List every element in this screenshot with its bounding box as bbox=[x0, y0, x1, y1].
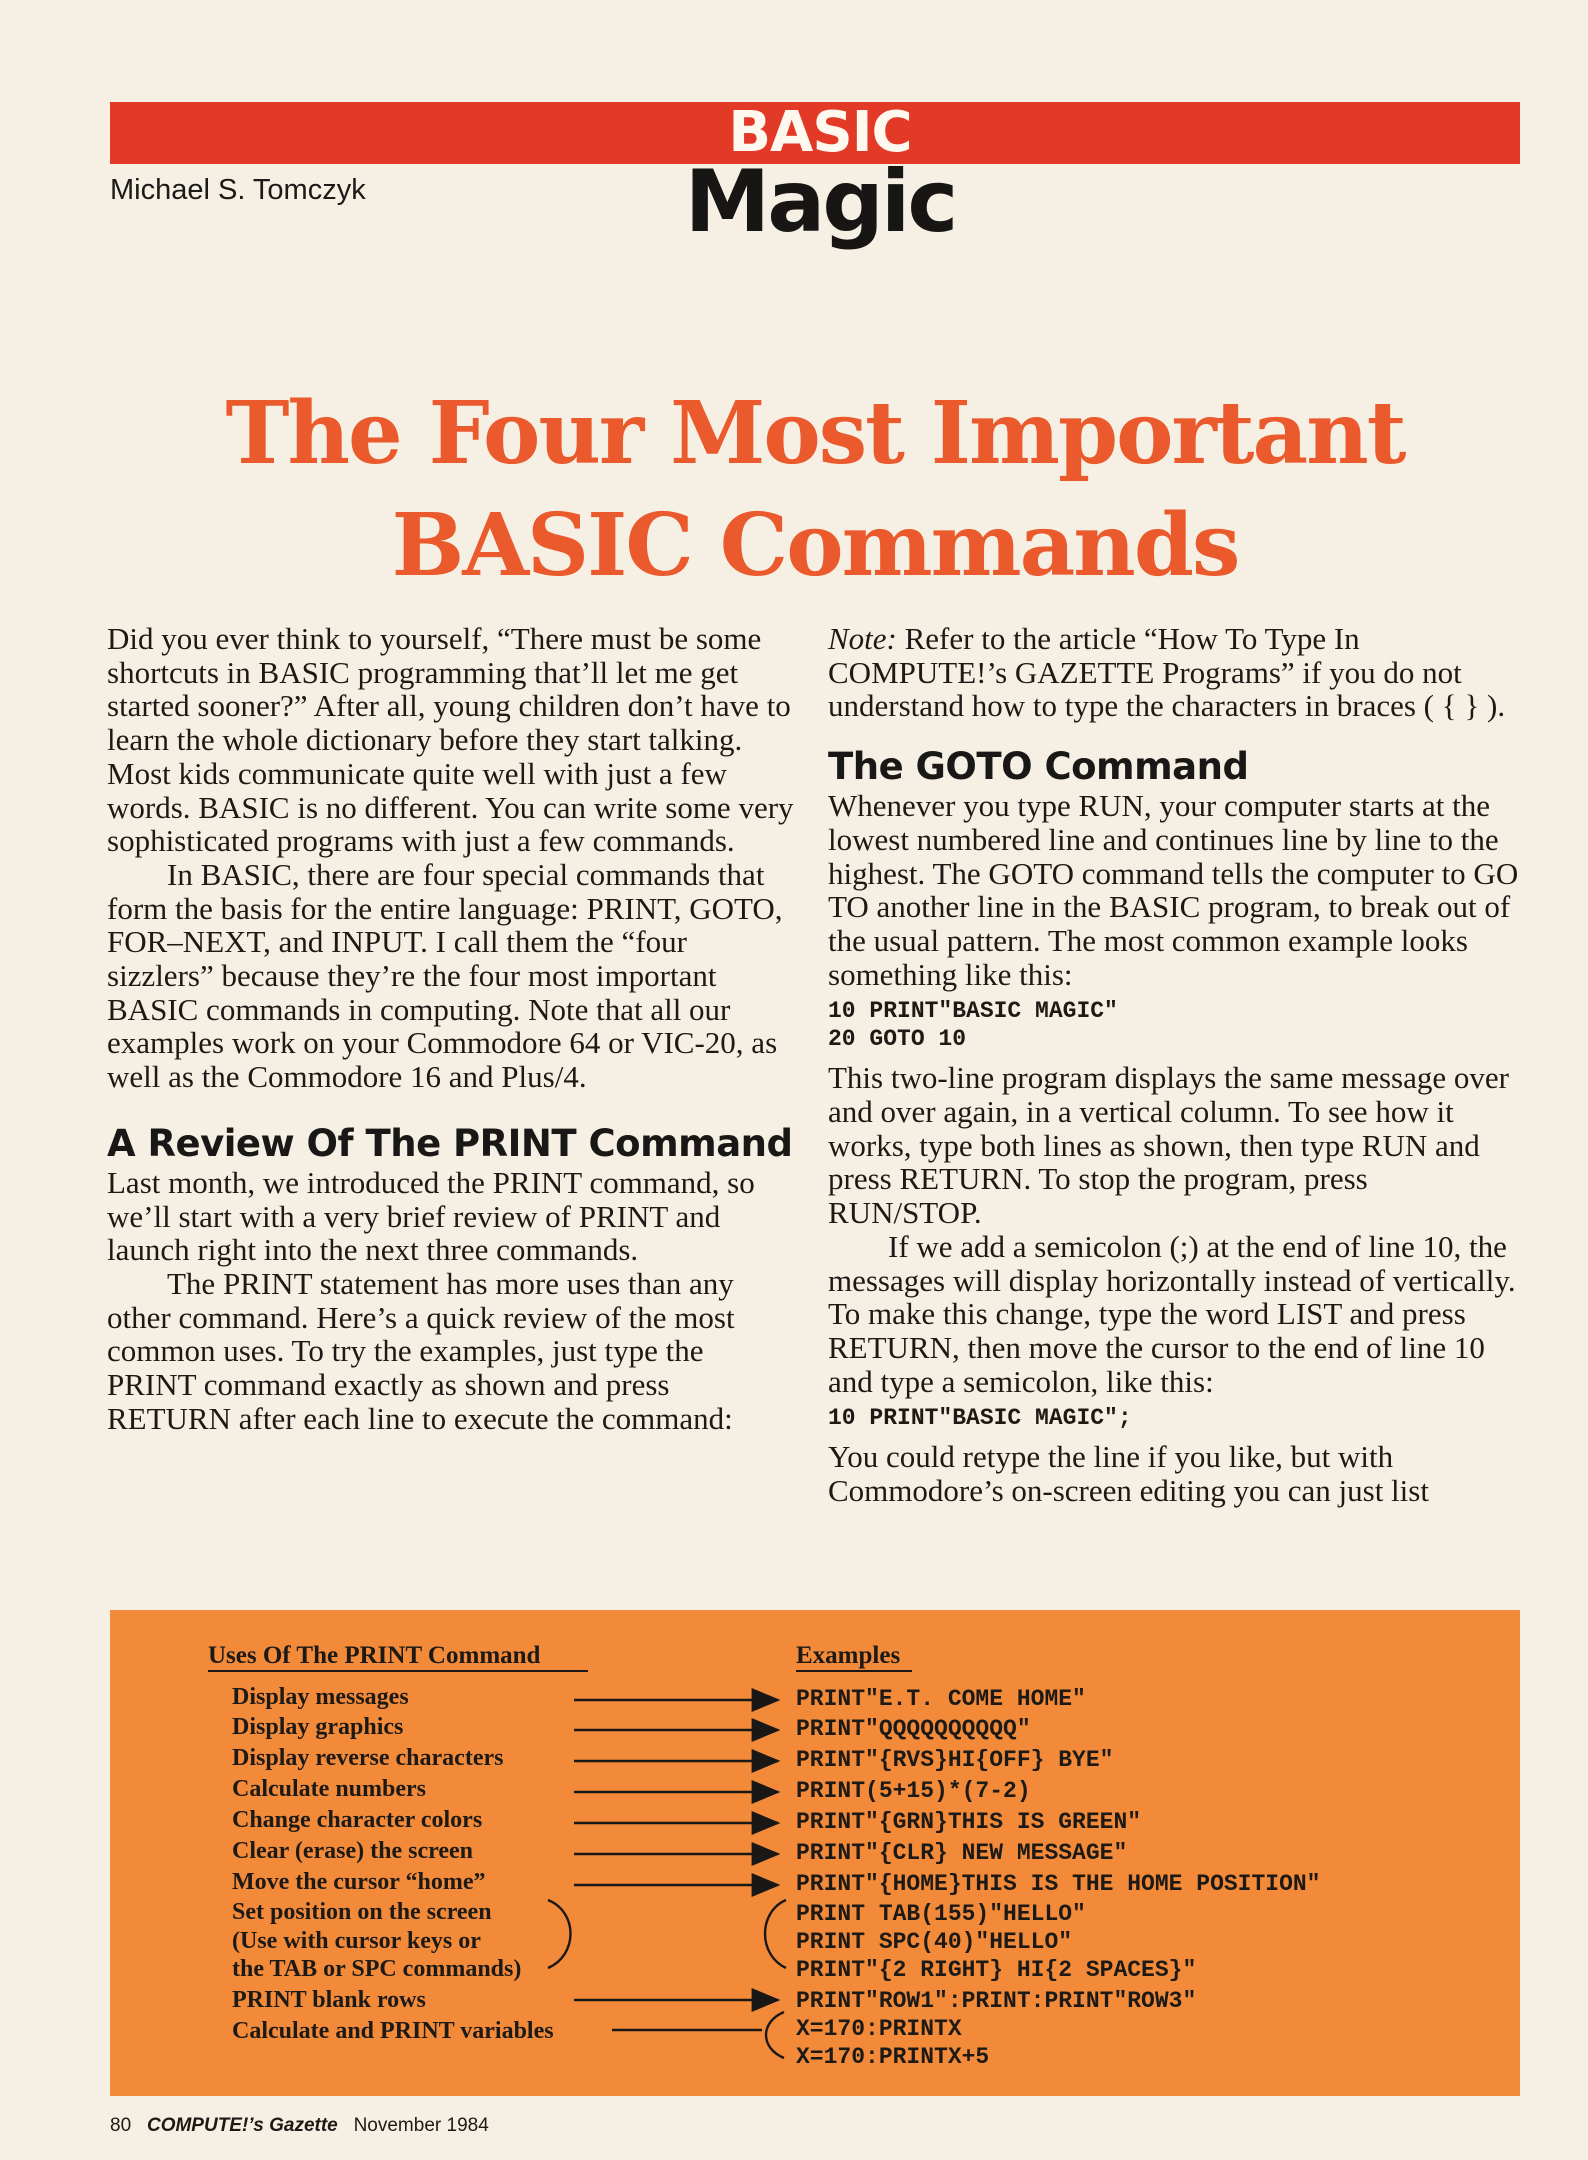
page-number: 80 bbox=[110, 2115, 132, 2136]
code-listing-semicolon: 10 PRINT"BASIC MAGIC"; bbox=[828, 1405, 1132, 1432]
use-item: Calculate and PRINT variables bbox=[232, 2018, 554, 2044]
example-code: PRINT"{GRN}THIS IS GREEN" bbox=[796, 1809, 1142, 1835]
example-code: PRINT"{CLR} NEW MESSAGE" bbox=[796, 1840, 1128, 1866]
note-label: Note: bbox=[828, 621, 897, 656]
use-item: the TAB or SPC commands) bbox=[232, 1956, 522, 1982]
use-item: Clear (erase) the screen bbox=[232, 1838, 474, 1864]
use-item: Display messages bbox=[232, 1684, 409, 1710]
use-item: (Use with cursor keys or bbox=[232, 1928, 481, 1954]
use-item: Change character colors bbox=[232, 1807, 483, 1833]
section-title: Magic bbox=[684, 152, 956, 252]
example-code: PRINT SPC(40)"HELLO" bbox=[796, 1929, 1073, 1955]
heading-review-print: A Review Of The PRINT Command bbox=[107, 1121, 793, 1165]
use-item: Set position on the screen bbox=[232, 1899, 492, 1925]
print-uses-paragraph: The PRINT statement has more uses than any other command. Here’s a quick review of the most common uses. To try the examples, just type the PRINT command exactly as shown and press RETURN after each line to execute the command: bbox=[107, 1265, 735, 1436]
title-line-2: BASIC Commands bbox=[391, 495, 1239, 596]
intro-paragraph: Did you ever think to yourself, “There must be some shortcuts in BASIC programming that’ll let me get started sooner?” After all, young children don’t have to learn the whole dictionary before they start talking. Most kids communicate quite well with just a few words. BASIC is no different. You can write some very sophisticated programs with just a few commands. bbox=[107, 621, 794, 859]
example-code: PRINT TAB(155)"HELLO" bbox=[796, 1901, 1086, 1927]
example-code: PRINT"E.T. COME HOME" bbox=[796, 1686, 1086, 1712]
goto-paragraph: Whenever you type RUN, your computer starts at the lowest numbered line and continues line by line to the highest. The GOTO command tells the computer to GO TO another line in the BASIC program, to break out of the usual pattern. The most common example looks something like this: bbox=[828, 788, 1519, 992]
example-code: PRINT"QQQQQQQQQQ" bbox=[796, 1716, 1031, 1742]
use-item: Calculate numbers bbox=[232, 1776, 426, 1802]
bracket-set-position-left bbox=[548, 1900, 571, 1968]
page-footer bbox=[110, 2115, 489, 2137]
example-code: PRINT(5+15)*(7-2) bbox=[796, 1778, 1031, 1804]
example-code: PRINT"{HOME}THIS IS THE HOME POSITION" bbox=[796, 1871, 1321, 1897]
goto-explanation-paragraph: This two-line program displays the same message over and over again, in a vertical column. To see how it works, type both lines as shown, then type RUN and press RETURN. To stop the program, press RUN/STOP. bbox=[828, 1060, 1509, 1231]
note-text: Refer to the article “How To Type In COMPUTE!’s GAZETTE Programs” if you do not understand how to type the characters in braces ( { } ). bbox=[828, 621, 1506, 724]
retype-paragraph: You could retype the line if you like, but with Commodore’s on-screen editing you can just list bbox=[828, 1439, 1429, 1509]
title-line-1: The Four Most Important bbox=[225, 383, 1405, 484]
semicolon-paragraph: If we add a semicolon (;) at the end of line 10, the messages will display horizontally instead of vertically. To make this change, type the word LIST and press RETURN, then move the cursor to the end of line 10 and type a semicolon, like this: bbox=[828, 1228, 1516, 1399]
example-code: PRINT"{2 RIGHT} HI{2 SPACES}" bbox=[796, 1957, 1197, 1983]
review-paragraph: Last month, we introduced the PRINT command, so we’ll start with a very brief review of PRINT and launch right into the next three commands. bbox=[107, 1164, 755, 1268]
heading-goto: The GOTO Command bbox=[828, 745, 1249, 789]
example-code: PRINT"ROW1":PRINT:PRINT"ROW3" bbox=[796, 1988, 1197, 2014]
use-item: Move the cursor “home” bbox=[232, 1869, 486, 1895]
use-item: Display reverse characters bbox=[232, 1745, 504, 1771]
examples-column-header: Examples bbox=[796, 1642, 912, 1672]
example-code: X=170:PRINTX+5 bbox=[796, 2044, 990, 2070]
example-code: X=170:PRINTX bbox=[796, 2016, 962, 2042]
code-listing-goto: 10 PRINT"BASIC MAGIC" 20 GOTO 10 bbox=[828, 998, 1118, 1053]
bracket-variables bbox=[766, 2012, 784, 2058]
issue-date: November 1984 bbox=[353, 2115, 489, 2136]
author-byline: Michael S. Tomczyk bbox=[110, 174, 366, 206]
example-code: PRINT"{RVS}HI{OFF} BYE" bbox=[796, 1747, 1114, 1773]
section-label: BASIC bbox=[728, 100, 912, 165]
use-item: PRINT blank rows bbox=[232, 1987, 426, 2013]
four-sizzlers-paragraph: In BASIC, there are four special commands that form the basis for the entire language: PRINT, GOTO, FOR–NEXT, and INPUT. I call them the “four sizzlers” because they’re the four most important BASIC commands in computing. Note that all our examples work on your Commodore 64 or VIC-20, as well as the Commodore 16 and Plus/4. bbox=[107, 856, 783, 1095]
bracket-set-position-right bbox=[765, 1900, 786, 1968]
use-item: Display graphics bbox=[232, 1714, 404, 1740]
magazine-name: COMPUTE!’s Gazette bbox=[146, 2115, 338, 2136]
uses-column-header: Uses Of The PRINT Command bbox=[208, 1642, 588, 1672]
